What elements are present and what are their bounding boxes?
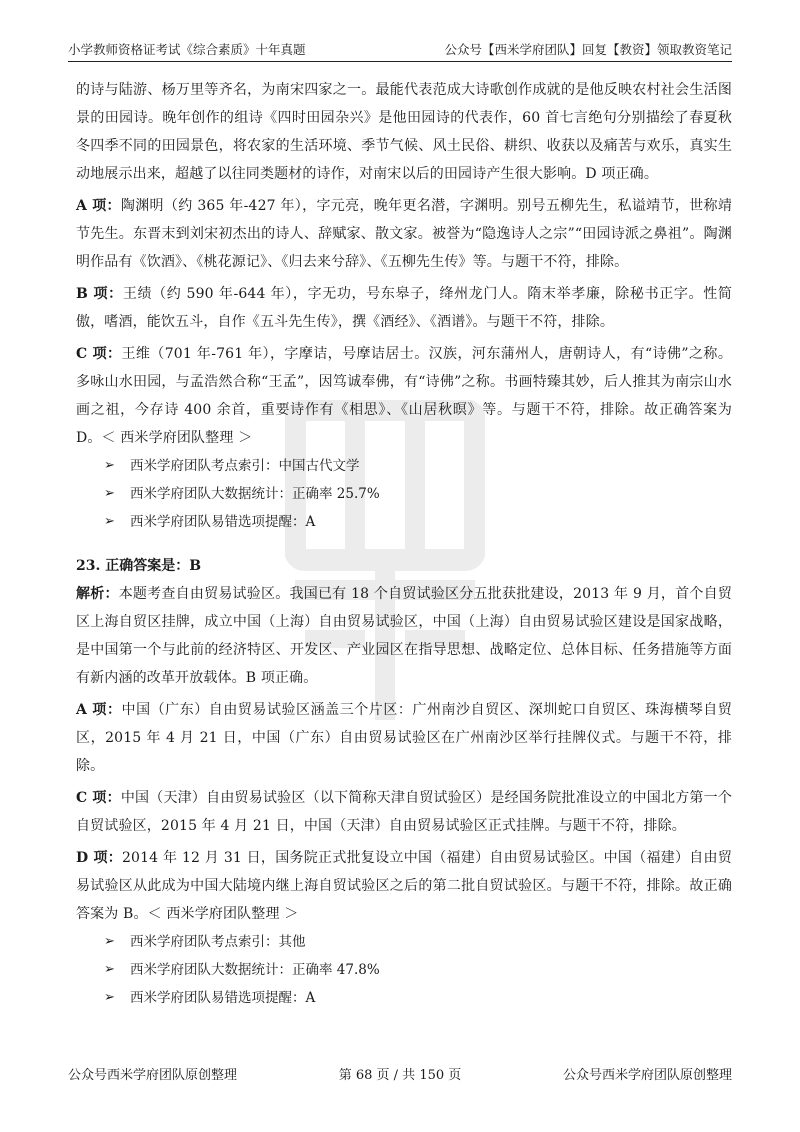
q22-option-b: [76, 280, 732, 336]
footer-left: 公众号西米学府团队原创整理: [68, 1068, 238, 1083]
page-number: 第 68 页 / 共 150 页: [338, 1068, 462, 1083]
q22-b-label: B 项：: [76, 286, 123, 302]
q22-a-label: A 项：: [76, 198, 121, 214]
arrow-bullet-icon: ➢: [104, 486, 115, 501]
q23-bullet-1: ➢ 西米学府团队考点索引：其他: [76, 928, 732, 956]
q23-option-a: [76, 696, 732, 780]
header-left-title: 小学教师资格证考试《综合素质》十年真题: [68, 42, 306, 57]
q22-option-a: [76, 192, 732, 276]
arrow-bullet-icon: ➢: [104, 458, 115, 473]
header-right-note: 公众号【西米学府团队】回复【教资】领取教资笔记: [444, 42, 732, 57]
q22-b-text: 王绩（约 590 年-644 年），字无功，号东皋子，绛州龙门人。隋末举孝廉，除秘书正字。性简傲，嗜酒，能饮五斗，自作《五斗先生传》，撰《酒经》、《酒谱》。与题干不符，排除。: [76, 286, 733, 330]
q23-heading: 23. 正确答案是：B: [76, 558, 202, 574]
q22-bullet-2: ➢ 西米学府团队大数据统计：正确率 25.7%: [76, 480, 732, 508]
q22-c-text: 王维（701 年-761 年），字摩诘，号摩诘居士。汉族，河东蒲州人，唐朝诗人，有“诗佛”之称。多咏山水田园，与孟浩然合称“王孟”，因笃诚奉佛，有“诗佛”之称。书画特臻其妙，后人推其为南宗山水画之祖，今存诗 400 余首，重要诗作有《相思》、《山居秋暝》等。与题干不符，排除。故正确答案为 D。＜ 西米学府团队整理 ＞: [76, 346, 732, 446]
q23-c-label: C 项：: [76, 790, 121, 806]
q23-d-label: D 项：: [76, 850, 122, 866]
arrow-bullet-icon: ➢: [104, 962, 115, 977]
q22-c-label: C 项：: [76, 346, 122, 362]
top-paragraph: 的诗与陆游、杨万里等齐名，为南宋四家之一。最能代表范成大诗歌创作成就的是他反映农村社会生活图景的田园诗。晚年创作的组诗《四时田园杂兴》是他田园诗的代表作，60 首七言绝句分别描绘了春夏秋冬四季不同的田园景色，将农家的生活环境、季节气候、风土民俗、耕织、收获以及痛苦与欢乐，真实生动地展示出来，超越了以往同类题材的诗作，对南宋以后的田园诗产生很大影响。D 项正确。: [76, 82, 732, 182]
q22-option-c: [76, 340, 732, 452]
page-header: [68, 38, 732, 62]
arrow-bullet-icon: ➢: [104, 514, 115, 529]
q23-a-text: 中国（广东）自由贸易试验区涵盖三个片区：广州南沙自贸区、深圳蛇口自贸区、珠海横琴自贸区，2015 年 4 月 21 日，中国（广东）自由贸易试验区在广州南沙区举行挂牌仪式。与题干不符，排除。: [76, 702, 732, 774]
q23-a-label: A 项：: [76, 702, 122, 718]
q22-bullet-1: ➢ 西米学府团队考点索引：中国古代文学: [76, 452, 732, 480]
q23-bullet-3: ➢ 西米学府团队易错选项提醒：A: [76, 984, 732, 1012]
q23-analysis-label: 解析：: [76, 586, 119, 602]
q23-option-c: [76, 784, 732, 840]
page-footer: [68, 1064, 732, 1083]
arrow-bullet-icon: ➢: [104, 934, 115, 949]
page-content: [76, 76, 732, 1012]
q23-option-d: [76, 844, 732, 928]
footer-right: 公众号西米学府团队原创整理: [562, 1068, 732, 1083]
q23-c-text: 中国（天津）自由贸易试验区（以下简称天津自贸试验区）是经国务院批准设立的中国北方第一个自贸试验区，2015 年 4 月 21 日，中国（天津）自由贸易试验区正式挂牌。与题干不符，排除。: [76, 790, 732, 834]
arrow-bullet-icon: ➢: [104, 990, 115, 1005]
q23-bullet-2: ➢ 西米学府团队大数据统计：正确率 47.8%: [76, 956, 732, 984]
q22-bullet-3: ➢ 西米学府团队易错选项提醒：A: [76, 508, 732, 536]
q23-analysis: [76, 580, 732, 692]
q22-a-text: 陶渊明（约 365 年-427 年），字元亮，晚年更名潜，字渊明。别号五柳先生，私谥靖节，世称靖节先生。东晋末到刘宋初杰出的诗人、辞赋家、散文家。被誉为“隐逸诗人之宗”“田园诗派之鼻祖”。陶渊明作品有《饮酒》、《桃花源记》、《归去来兮辞》、《五柳先生传》等。与题干不符，排除。: [76, 198, 732, 270]
q23-d-text: 2014 年 12 月 31 日，国务院正式批复设立中国（福建）自由贸易试验区。中国（福建）自由贸易试验区从此成为中国大陆境内继上海自贸试验区之后的第二批自贸试验区。与题干不符，排除。故正确答案为 B。＜ 西米学府团队整理 ＞: [76, 850, 732, 922]
q23-analysis-text: 本题考查自由贸易试验区。我国已有 18 个自贸试验区分五批获批建设，2013 年 9 月，首个自贸区上海自贸区挂牌，成立中国（上海）自由贸易试验区，中国（上海）自由贸易试验区建设是国家战略，是中国第一个与此前的经济特区、开发区、产业园区在指导思想、战略定位、总体目标、任务措施等方面有新内涵的改革开放载体。B 项正确。: [76, 586, 733, 686]
